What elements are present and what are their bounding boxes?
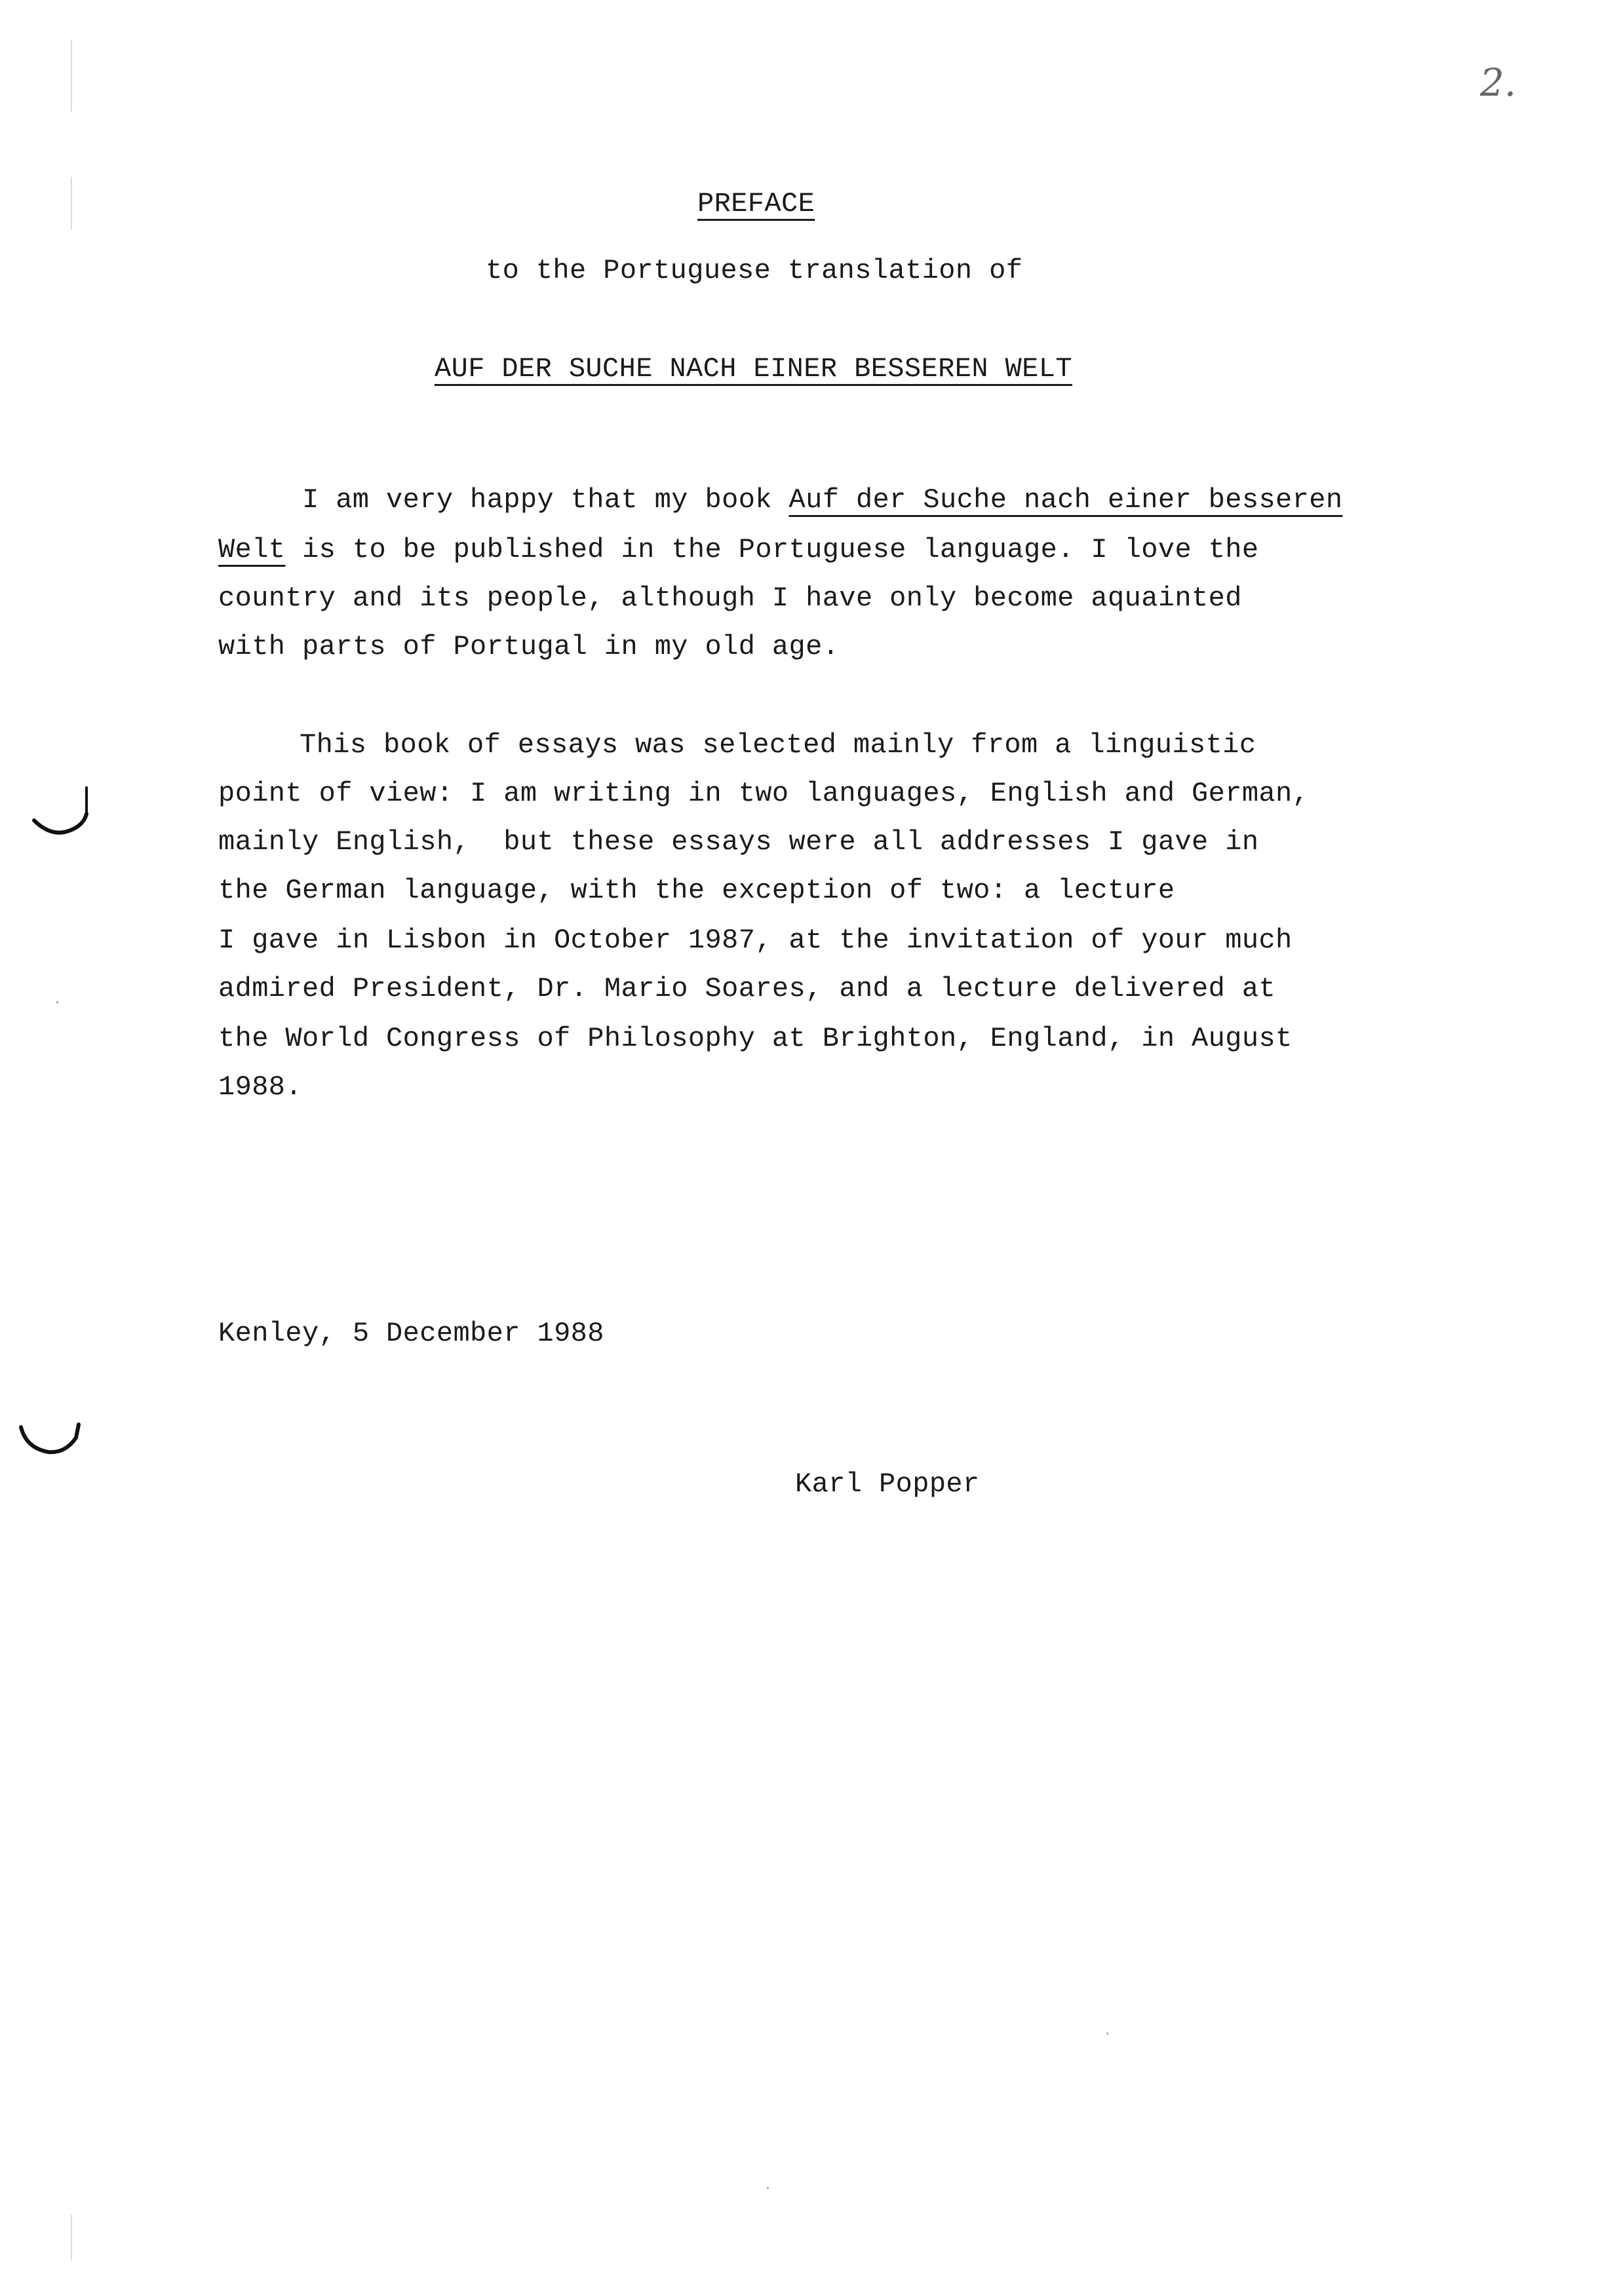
paragraph-2-line-1: This book of essays was selected mainly from a linguistic bbox=[300, 729, 1256, 761]
paragraph-2-line-7: the World Congress of Philosophy at Brighton, England, in August bbox=[218, 1023, 1293, 1054]
punch-hole-mark-icon bbox=[26, 780, 98, 852]
paragraph-1-line-3: country and its people, although I have only become aquainted bbox=[218, 583, 1242, 614]
scan-margin-line bbox=[71, 2215, 72, 2261]
paragraph-2-line-6: admired President, Dr. Mario Soares, and a lecture delivered at bbox=[218, 973, 1276, 1004]
scan-margin-line bbox=[71, 39, 72, 111]
signature: Karl Popper bbox=[795, 1468, 980, 1500]
place-and-date: Kenley, 5 December 1988 bbox=[218, 1318, 604, 1349]
paragraph-1-line-4: with parts of Portugal in my old age. bbox=[218, 631, 840, 662]
scan-speck bbox=[767, 2187, 769, 2189]
subtitle: to the Portuguese translation of bbox=[486, 255, 1023, 286]
paragraph-2-line-2: point of view: I am writing in two languages, English and German, bbox=[218, 778, 1310, 809]
preface-title: PREFACE bbox=[697, 188, 815, 220]
paragraph-2-line-4: the German language, with the exception of two: a lecture bbox=[218, 875, 1175, 906]
paragraph-1-line-1 bbox=[302, 486, 1342, 514]
scan-margin-line bbox=[71, 177, 72, 229]
punch-hole-mark-icon bbox=[13, 1415, 85, 1468]
paragraph-2-line-8: 1988. bbox=[218, 1071, 303, 1103]
book-title-reference: Welt bbox=[218, 534, 286, 565]
book-title-reference: Auf der Suche nach einer besseren bbox=[788, 484, 1343, 516]
paragraph-1-text: is to be published in the Portuguese language. I love the bbox=[285, 534, 1259, 565]
book-title-heading: AUF DER SUCHE NACH EINER BESSEREN WELT bbox=[435, 353, 1072, 385]
scan-speck bbox=[56, 1001, 58, 1003]
paragraph-1-line-2 bbox=[218, 536, 1258, 564]
paragraph-2-line-5: I gave in Lisbon in October 1987, at the invitation of your much bbox=[218, 925, 1293, 956]
page-number: 2. bbox=[1480, 60, 1517, 105]
paragraph-1-text: I am very happy that my book bbox=[302, 484, 789, 516]
scan-speck bbox=[1106, 2033, 1108, 2035]
paragraph-2-line-3: mainly English, but these essays were all addresses I gave in bbox=[218, 826, 1259, 858]
